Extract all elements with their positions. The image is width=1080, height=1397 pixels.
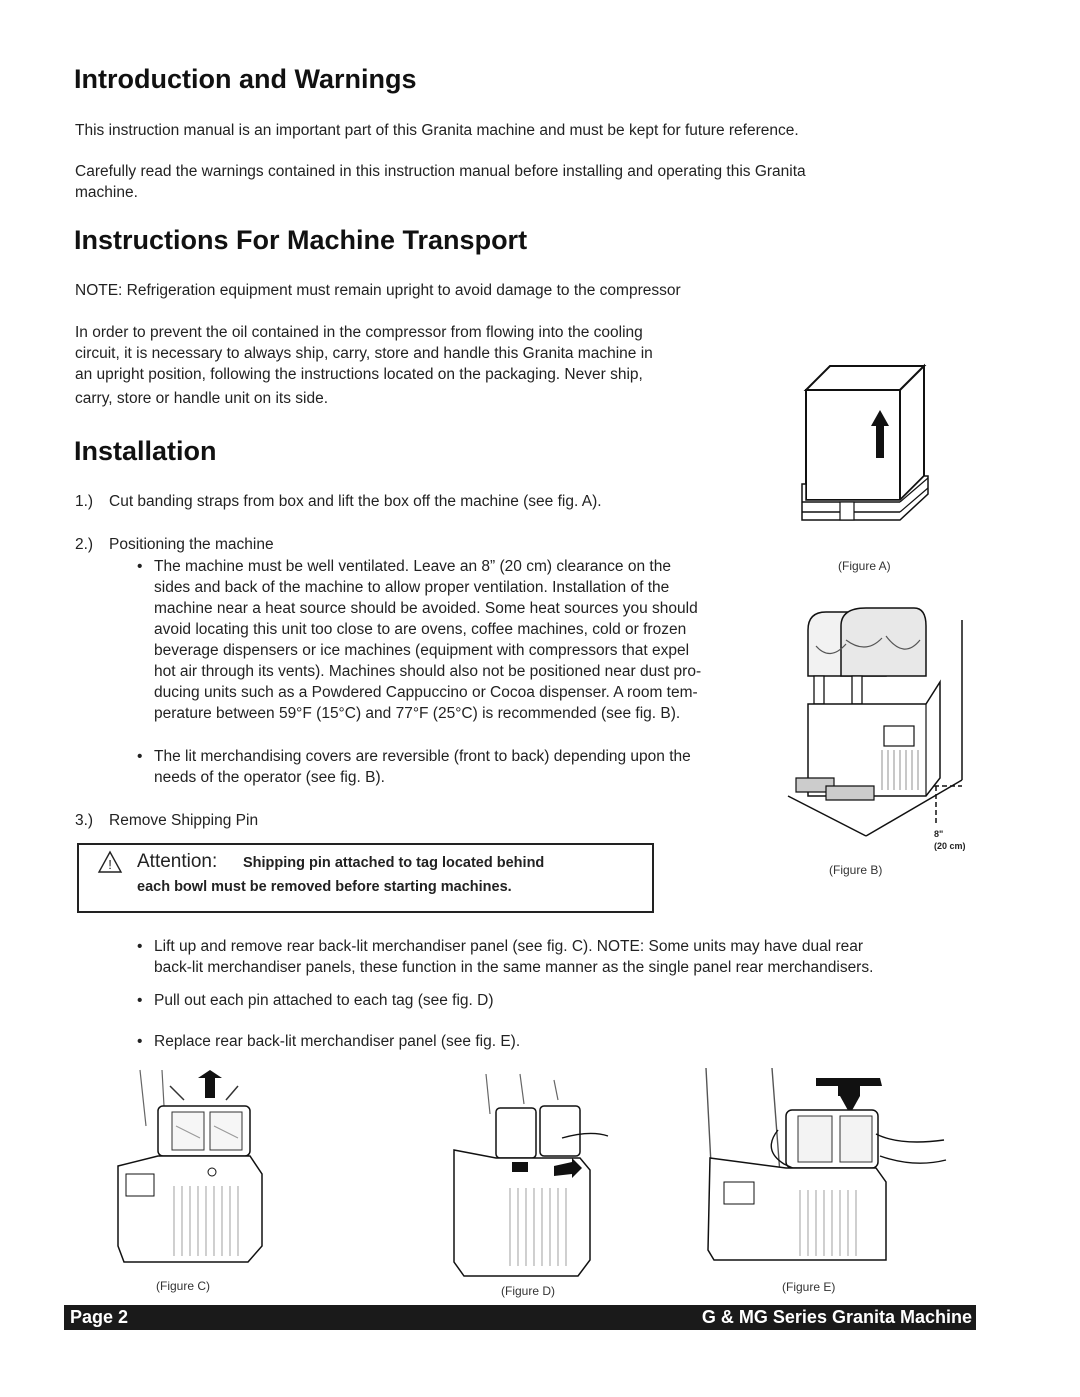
figure-c-caption: (Figure C) [156, 1279, 211, 1293]
step-3-number: 3.) [75, 812, 94, 829]
covers-bullet [137, 746, 787, 790]
ventilation-line-3: machine near a heat source should be avoided. Some heat sources you should [154, 600, 698, 617]
attention-line-2: each bowl must be removed before starting machines. [137, 879, 512, 895]
ventilation-line-7: ducing units such as a Powdered Cappuccino or Cocoa dispenser. A room tem- [154, 684, 698, 701]
replace-panel-text: Replace rear back-lit merchandiser panel (see fig. E). [154, 1033, 521, 1050]
bullet-dot: • [137, 1033, 143, 1050]
attention-line-1: Shipping pin attached to tag located behind [243, 855, 545, 871]
figure-b-machine-illustration [786, 600, 976, 840]
footer-bar [64, 1305, 976, 1330]
remove-panel-line-1: Lift up and remove rear back-lit merchandiser panel (see fig. C). NOTE: Some units may have dual rear [154, 938, 864, 955]
step-2-number: 2.) [75, 536, 94, 553]
figure-e-caption: (Figure E) [782, 1280, 836, 1294]
figure-c-illustration [110, 1066, 280, 1266]
transport-line-4: carry, store or handle unit on its side. [75, 390, 329, 407]
figure-d-illustration [450, 1070, 620, 1280]
step-3-text: Remove Shipping Pin [109, 812, 259, 829]
transport-line-1: In order to prevent the oil contained in the compressor from flowing into the cooling [75, 324, 643, 341]
transport-line-3: an upright position, following the instructions located on the packaging. Never ship, [75, 366, 643, 383]
ventilation-bullet [137, 556, 787, 726]
installation-title: Installation [74, 436, 217, 466]
intro-paragraph-1: This instruction manual is an important part of this Granita machine and must be kept for future reference. [75, 122, 799, 139]
ventilation-line-1: The machine must be well ventilated. Leave an 8” (20 cm) clearance on the [154, 558, 671, 575]
covers-line-2: needs of the operator (see fig. B). [154, 769, 385, 786]
ventilation-line-8: perature between 59°F (15°C) and 77°F (25°C) is recommended (see fig. B). [154, 705, 681, 722]
figure-a-caption: (Figure A) [838, 559, 891, 573]
footer-title: G & MG Series Granita Machine [701, 1307, 972, 1327]
bullet-dot: • [137, 938, 143, 955]
svg-text:!: ! [108, 857, 112, 872]
transport-note: NOTE: Refrigeration equipment must remain upright to avoid damage to the compressor [75, 282, 681, 299]
transport-line-2: circuit, it is necessary to always ship, carry, store and handle this Granita machine in [75, 345, 653, 362]
attention-word: Attention: [137, 851, 218, 872]
remove-panel-bullet [137, 936, 987, 980]
intro-paragraph-2-line-1: Carefully read the warnings contained in this instruction manual before installing and operating this Granita [75, 163, 806, 180]
figure-b-dimension-cm: (20 cm) [934, 841, 966, 851]
intro-paragraph-2-line-2: machine. [75, 184, 138, 201]
bullet-dot: • [137, 748, 143, 765]
figure-b-caption: (Figure B) [829, 863, 883, 877]
page-number: Page 2 [70, 1307, 129, 1327]
warning-triangle-icon [98, 851, 122, 873]
step-1-text: Cut banding straps from box and lift the box off the machine (see fig. A). [109, 493, 602, 510]
figure-a-box-illustration [800, 362, 940, 524]
step-1-number: 1.) [75, 493, 94, 510]
bullet-dot: • [137, 992, 143, 1009]
ventilation-line-4: avoid locating this unit too close to are ovens, coffee machines, cold or frozen [154, 621, 687, 638]
transport-title: Instructions For Machine Transport [74, 225, 528, 255]
pull-pin-bullet [137, 990, 837, 1012]
ventilation-line-2: sides and back of the machine to allow proper ventilation. Installation of the [154, 579, 670, 596]
step-2-text: Positioning the machine [109, 536, 274, 553]
intro-title: Introduction and Warnings [74, 64, 417, 94]
attention-box [77, 843, 654, 913]
covers-line-1: The lit merchandising covers are reversible (front to back) depending upon the [154, 748, 691, 765]
ventilation-line-5: beverage dispensers or ice machines (equipment with compressors that expel [154, 642, 690, 659]
figure-d-caption: (Figure D) [501, 1284, 556, 1298]
pull-pin-text: Pull out each pin attached to each tag (see fig. D) [154, 992, 494, 1009]
remove-panel-line-2: back-lit merchandiser panels, these function in the same manner as the single panel rear merchandisers. [154, 959, 874, 976]
figure-e-illustration [700, 1064, 950, 1274]
bullet-dot: • [137, 558, 143, 575]
figure-b-dimension-inches: 8" [934, 829, 944, 839]
ventilation-line-6: hot air through its vents). Machines should also not be positioned near dust pro- [154, 663, 702, 680]
replace-panel-bullet [137, 1031, 837, 1053]
